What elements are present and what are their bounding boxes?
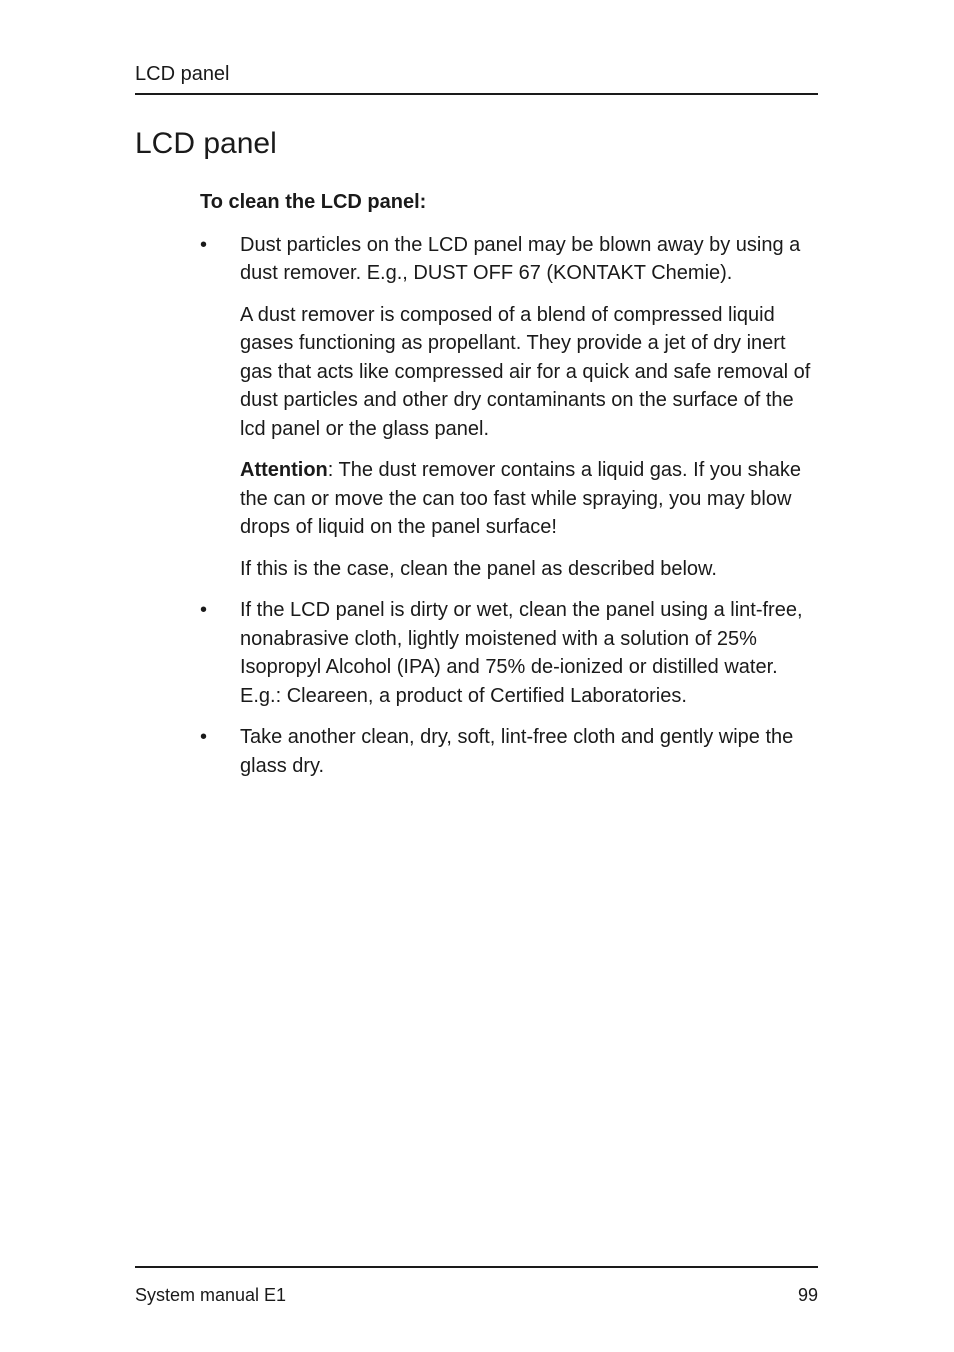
running-header: LCD panel bbox=[135, 63, 230, 85]
attention-text: : The dust remover contains a liquid gas. If you shake the can or move the can too fast while spraying, you may blow drops of liquid on the panel surface! bbox=[240, 459, 801, 538]
content-body bbox=[200, 188, 818, 793]
footer-manual-title: System manual E1 bbox=[135, 1285, 287, 1305]
page-number: 99 bbox=[797, 1285, 818, 1305]
attention-note bbox=[240, 456, 818, 542]
bullet-item-text: If the LCD panel is dirty or wet, clean the panel using a lint-free, nonabrasive cloth, lightly moistened with a solution of 25% Isopropyl Alcohol (IPA) and 75% de-ionized or distilled water. E.g.: Cleareen, a product of Certified Laboratories. bbox=[240, 599, 803, 707]
bullet-glyph: • bbox=[200, 233, 208, 256]
footer-divider bbox=[135, 1266, 818, 1268]
page-title: LCD panel bbox=[135, 127, 277, 160]
dust-remover-description: A dust remover is composed of a blend of compressed liquid gases functioning as propellant. They provide a jet of dry inert gas that acts like compressed air for a quick and safe removal of dust particles and other dry contaminants on the surface of the lcd panel or the glass panel. bbox=[240, 303, 811, 440]
bullet-item-text: Take another clean, dry, soft, lint-free cloth and gently wipe the glass dry. bbox=[240, 726, 794, 777]
attention-label: Attention bbox=[240, 459, 328, 481]
closing-note: If this is the case, clean the panel as described below. bbox=[240, 557, 717, 580]
bullet-glyph: • bbox=[200, 599, 208, 621]
bullet-item-text: Dust particles on the LCD panel may be blown away by using a dust remover. E.g., DUST OFF 67 (KONTAKT Chemie). bbox=[240, 233, 801, 284]
bullet-item-wet-cleaning bbox=[200, 596, 818, 710]
header-divider bbox=[135, 93, 818, 95]
bullet-item-dry-wipe bbox=[200, 723, 818, 780]
bullet-glyph: • bbox=[200, 726, 208, 748]
section-subhead: To clean the LCD panel: bbox=[200, 191, 427, 213]
bullet-item-dust-remover bbox=[200, 231, 818, 584]
